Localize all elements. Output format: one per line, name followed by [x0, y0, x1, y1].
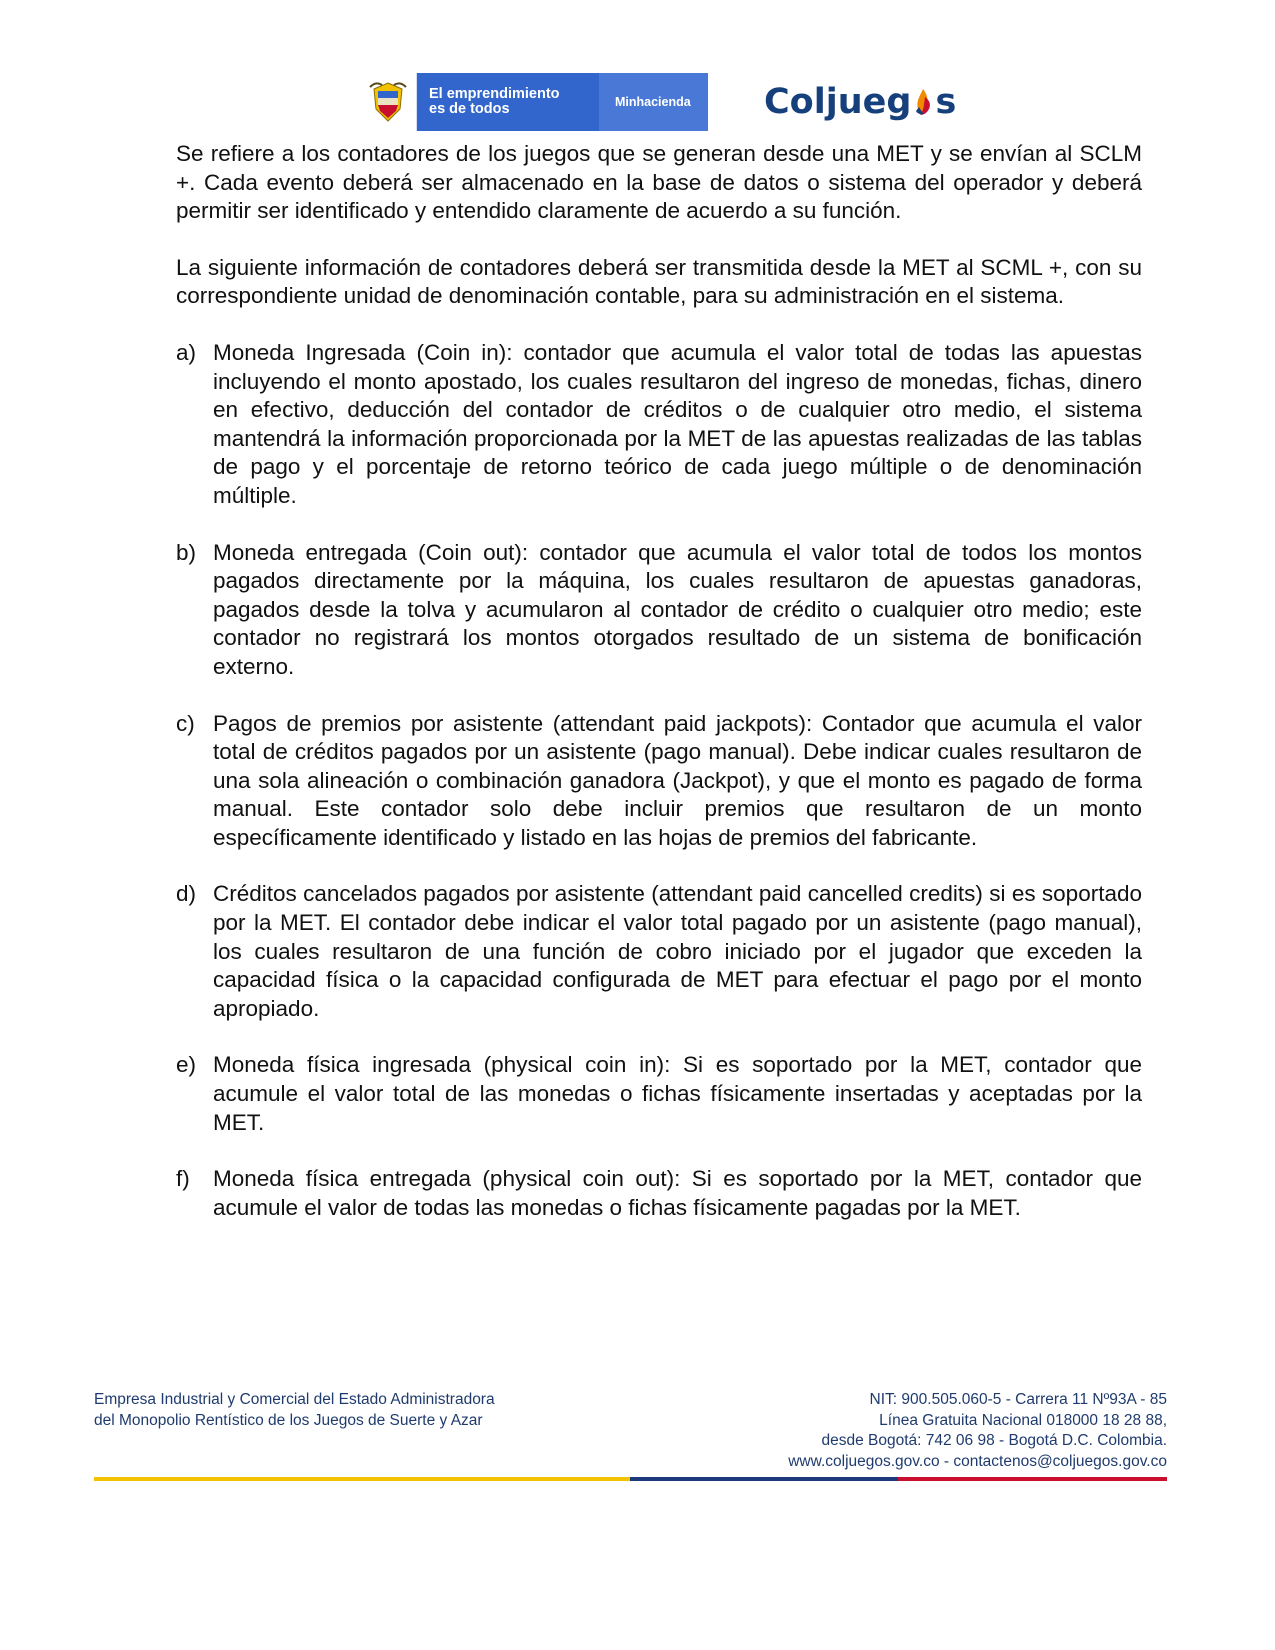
- list-marker: a): [176, 339, 197, 365]
- brand-text-part-1: Coljueg: [764, 82, 912, 122]
- list-item-d: [176, 880, 1142, 1023]
- ministry-label: Minhacienda: [599, 73, 708, 131]
- coljuegos-logo: [764, 81, 956, 123]
- slogan-line-2: es de todos: [429, 101, 510, 117]
- counters-paragraph: La siguiente información de contadores deberá ser transmitida desde la MET al SCML +, con su correspondiente unidad de denominación contable, para su administración en el sistema.: [176, 254, 1142, 309]
- list-item-f: [176, 1165, 1142, 1222]
- list-marker: d): [176, 881, 197, 907]
- footer-right-line-3: desde Bogotá: 742 06 98 - Bogotá D.C. Colombia.: [821, 1432, 1167, 1449]
- slogan-line-1: El emprendimiento: [429, 86, 560, 102]
- footer-flag-bar: [94, 1477, 1167, 1481]
- list-item-text: Moneda física ingresada (physical coin in): Si es soportado por la MET, contador que acumule el valor total de las monedas o fichas físicamente insertadas y aceptadas por la MET.: [213, 1052, 1142, 1135]
- document-body: [176, 140, 1142, 1250]
- footer-left-line-1: Empresa Industrial y Comercial del Estado Administradora: [94, 1391, 495, 1408]
- counter-list: [176, 339, 1142, 1222]
- list-marker: b): [176, 539, 197, 565]
- government-slogan: [417, 73, 599, 131]
- footer-company-info: [94, 1390, 495, 1431]
- footer-right-line-2: Línea Gratuita Nacional 018000 18 28 88,: [879, 1411, 1167, 1429]
- footer-bar-blue: [630, 1477, 898, 1481]
- list-item-text: Créditos cancelados pagados por asistente (attendant paid cancelled credits) si es soportado por la MET. El contador debe indicar el valor total pagado por un asistente (pago manual), los cuales resultaron de una función de cobro iniciado por el jugador que exceden la capacidad física o la capacidad configurada de MET para efectuar el pago por el monto apropiado.: [213, 881, 1142, 1021]
- brand-text-part-2: s: [935, 82, 957, 122]
- list-item-c: [176, 710, 1142, 853]
- intro-paragraph: Se refiere a los contadores de los juegos que se generan desde una MET y se envían al SCLM +. Cada evento deberá ser almacenado en la base de datos o sistema del operador y deberá permitir ser identificado y entendido claramente de acuerdo a su función.: [176, 141, 1142, 224]
- list-marker: c): [176, 710, 195, 736]
- list-item-text: Moneda entregada (Coin out): contador que acumula el valor total de todos los montos pagados directamente por la máquina, los cuales resultaron de apuestas ganadoras, pagados desde la tolva y acumularon al contador de crédito o cualquier otro medio; este contador no registrará los montos otorgados resultado de un sistema de bonificación externo.: [213, 539, 1142, 679]
- footer-bar-red: [898, 1477, 1167, 1481]
- coat-of-arms-icon: [360, 73, 417, 131]
- list-item-text: Moneda Ingresada (Coin in): contador que acumula el valor total de todas las apuestas incluyendo el monto apostado, los cuales resultaron del ingreso de monedas, fichas, dinero en efectivo, deducción del contador de créditos o de cualquier otro medio, el sistema mantendrá la información proporcionada por la MET de las apuestas realizadas de las tablas de pago y el porcentaje de retorno teórico de cada juego múltiple o de denominación múltiple.: [213, 339, 1142, 508]
- list-item-e: [176, 1051, 1142, 1137]
- footer-website-email[interactable]: www.coljuegos.gov.co - contactenos@coljuegos.gov.co: [788, 1452, 1167, 1470]
- footer-right-line-1: NIT: 900.505.060-5 - Carrera 11 Nº93A - 85: [869, 1391, 1167, 1408]
- list-item-b: [176, 539, 1142, 682]
- list-item-text: Moneda física entregada (physical coin out): Si es soportado por la MET, contador que acumule el valor de todas las monedas o fichas físicamente pagadas por la MET.: [213, 1166, 1142, 1220]
- page-header: [360, 73, 960, 131]
- government-banner: [360, 73, 708, 131]
- list-marker: f): [176, 1166, 190, 1192]
- list-item-a: [176, 339, 1142, 511]
- footer-bar-yellow: [94, 1477, 630, 1481]
- footer-left-line-2: del Monopolio Rentístico de los Juegos de Suerte y Azar: [94, 1411, 483, 1429]
- list-item-text: Pagos de premios por asistente (attendant paid jackpots): Contador que acumula el valor total de créditos pagados por un asistente (pago manual). Debe indicar cuales resultaron de una sola alineación o combinación ganadora (Jackpot), y que el monto es pagado de forma manual. Este contador solo debe incluir premios que resultaron de un monto específicamente identificado y listado en las hojas de premios del fabricante.: [213, 710, 1142, 850]
- footer-contact-info: [788, 1390, 1167, 1472]
- list-marker: e): [176, 1052, 197, 1078]
- flame-icon: [912, 87, 934, 117]
